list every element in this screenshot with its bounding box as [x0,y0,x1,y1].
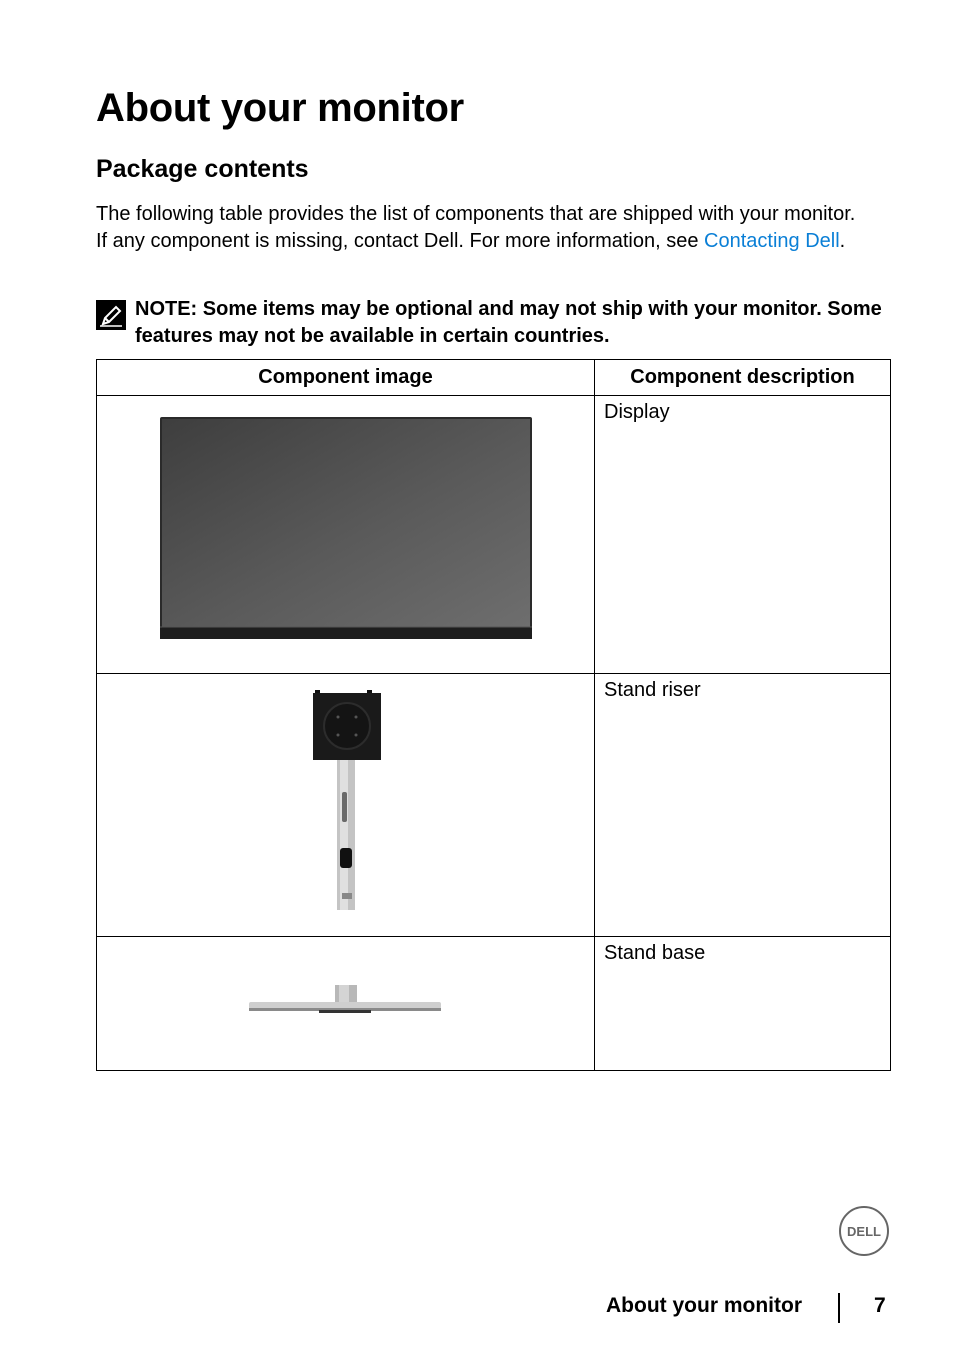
table-row [97,937,891,1071]
header-component-image: Component image [97,360,595,396]
image-cell [97,674,595,937]
table-row [97,396,891,674]
section-title: Package contents [96,155,309,183]
intro-end: . [839,230,846,252]
stand-riser-image [312,688,382,910]
package-contents-table [96,359,891,1071]
note-text: NOTE: Some items may be optional and may not ship with your monitor. Some features may not be available in certain countries. [135,298,882,347]
component-description: Stand riser [595,674,891,937]
component-description: Stand base [595,937,891,1071]
page-number: 7 [874,1294,886,1317]
page-title: About your monitor [96,86,464,130]
display-image [160,417,532,639]
footer-section-title: About your monitor [606,1294,802,1317]
image-cell [97,937,595,1071]
image-cell [97,396,595,674]
component-description: Display [595,396,891,674]
note-box [96,296,896,350]
intro-paragraph [96,201,866,255]
dell-logo-text: DELL [847,1224,881,1239]
contacting-dell-link[interactable]: Contacting Dell [704,230,840,252]
dell-logo [838,1205,890,1257]
header-component-description: Component description [595,360,891,396]
pencil-note-icon [96,300,126,330]
table-row [97,674,891,937]
footer-divider [838,1293,840,1323]
stand-base-image [247,982,443,1018]
intro-text: The following table provides the list of components that are shipped with your monitor. If any component is missing, contact Dell. For more information, see [96,203,856,252]
